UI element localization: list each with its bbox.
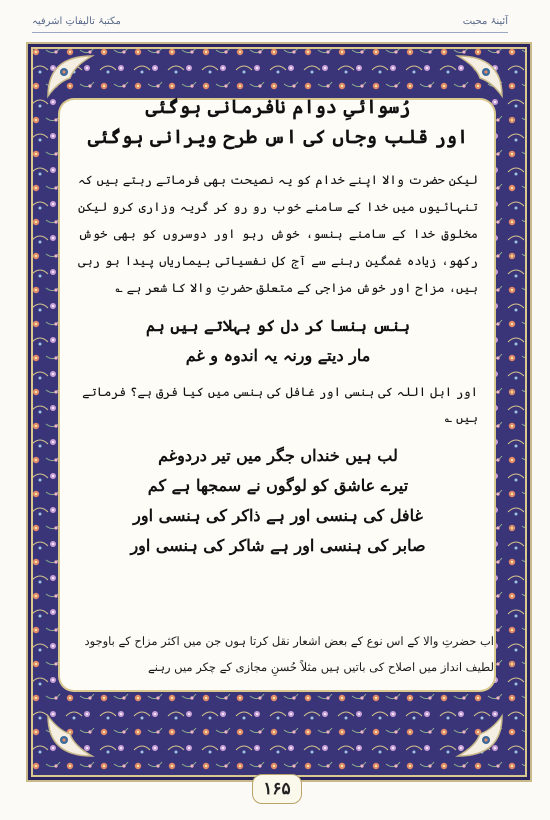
chapter-heading-line-1: رُسوائیِ دوام نافرمانی ہوگئی: [145, 96, 411, 118]
body-paragraph: لیکن حضرت والا اپنے خدام کو یہ نصیحت بھی فرماتے رہتے ہیں کہ تنہائیوں میں خدا کے سامنے خوب رو رو کر گریہ وزاری کرو لیکن مخلوقِ خدا کے سامنے ہنسو، خوش رہو اور دوسروں کو بھی خوش رکھو، زیادہ غمگین رہنے سے آج کل نفسیاتی بیماریاں پیدا ہو رہی ہیں، مزاح اور خوش مزاجی کے متعلق حضرتِ والا کا شعر ہے ؎: [78, 172, 478, 295]
page-header: [8, 14, 544, 38]
verse-line: لب ہیں خنداں جگر میں تیر دردوغم: [158, 446, 398, 465]
verse-line: صابر کی ہنسی اور ہے شاکر کی ہنسی اور: [130, 536, 426, 555]
chapter-heading-line-2: اور قلب وجاں کی اس طرح ویرانی ہوگئی: [87, 126, 469, 148]
footer-paragraph: اب حضرتِ والا کے اس نوع کے بعض اشعار نقل کرتا ہوں جن میں اکثر مزاح کے باوجود لطیف انداز میں اصلاح کی باتیں ہیں مثلاً حُسنِ مجازی کے چکر میں رہنے: [84, 634, 494, 674]
book-title: آئینۂ محبت: [462, 16, 508, 27]
corner-ornament-bottom-right: [454, 712, 506, 760]
verse-line: مار دیتے ورنہ یہ اندوہ و غم: [185, 346, 371, 365]
main-text: [78, 92, 478, 561]
verse-block-1: [78, 311, 478, 371]
header-rule: [32, 32, 508, 33]
verse-intro: اور اہل اللہ کی ہنسی اور غافل کی ہنسی میں کیا فرق ہے؟ فرماتے ہیں ؎: [82, 384, 478, 425]
verse-line: غافل کی ہنسی اور ہے ذاکر کی ہنسی اور: [133, 506, 423, 525]
page-number: ۱۶۵: [252, 774, 302, 804]
verse-line: ہنس ہنسا کر دل کو بہلاتے ہیں ہم: [146, 316, 410, 335]
header-caption: مکتبۂ تالیفاتِ اشرفیہ: [32, 16, 121, 27]
verse-line: تیرے عاشق کو لوگوں نے سمجھا ہے کم: [147, 476, 409, 495]
corner-ornament-bottom-left: [44, 712, 96, 760]
verse-block-2: [78, 441, 478, 561]
